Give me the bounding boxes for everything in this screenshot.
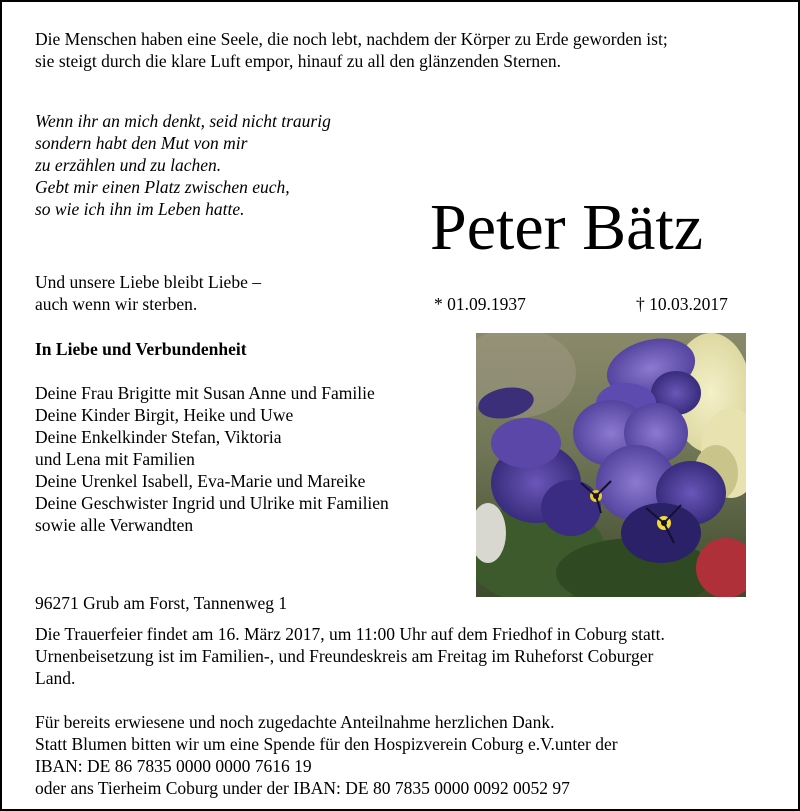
funeral-info bbox=[35, 623, 665, 689]
love-line: auch wenn wir sterben. bbox=[35, 294, 198, 314]
love-quote bbox=[35, 271, 261, 315]
thanks-and-donations bbox=[35, 711, 618, 799]
mourner-line: Deine Enkelkinder Stefan, Viktoria bbox=[35, 427, 282, 447]
funeral-line: Urnenbeisetzung ist im Familien-, und Freundeskreis am Freitag im Ruheforst Coburger bbox=[35, 646, 654, 666]
poem-line: zu erzählen und zu lachen. bbox=[35, 155, 222, 175]
mourner-line: Deine Frau Brigitte mit Susan Anne und Familie bbox=[35, 383, 375, 403]
mourners-heading: In Liebe und Verbundenheit bbox=[35, 339, 247, 359]
poem bbox=[35, 110, 331, 220]
funeral-line: Die Trauerfeier findet am 16. März 2017, um 11:00 Uhr auf dem Friedhof in Coburg statt. bbox=[35, 624, 665, 644]
poem-line: sondern habt den Mut von mir bbox=[35, 133, 248, 153]
mourners-list bbox=[35, 382, 389, 536]
mourner-line: Deine Urenkel Isabell, Eva-Marie und Mareike bbox=[35, 471, 366, 491]
poem-line: Gebt mir einen Platz zwischen euch, bbox=[35, 177, 290, 197]
death-date: † 10.03.2017 bbox=[636, 294, 728, 314]
funeral-line: Land. bbox=[35, 668, 76, 688]
mourner-line: sowie alle Verwandten bbox=[35, 515, 194, 535]
birth-date: * 01.09.1937 bbox=[434, 294, 526, 314]
iban-line: oder ans Tierheim Coburg under der IBAN: DE 80 7835 0000 0092 0052 97 bbox=[35, 778, 570, 798]
deceased-name: Peter Bätz bbox=[430, 191, 704, 264]
pansies-flowers-image bbox=[476, 333, 746, 597]
mourner-line: und Lena mit Familien bbox=[35, 449, 195, 469]
address: 96271 Grub am Forst, Tannenweg 1 bbox=[35, 593, 288, 613]
intro-line: sie steigt durch die klare Luft empor, hinauf zu all den glänzenden Sternen. bbox=[35, 51, 562, 71]
intro-line: Die Menschen haben eine Seele, die noch lebt, nachdem der Körper zu Erde geworden ist; bbox=[35, 29, 668, 49]
poem-line: so wie ich ihn im Leben hatte. bbox=[35, 199, 245, 219]
thanks-line: Für bereits erwiesene und noch zugedachte Anteilnahme herzlichen Dank. bbox=[35, 712, 555, 732]
thanks-line: Statt Blumen bitten wir um eine Spende für den Hospizverein Coburg e.V.unter der bbox=[35, 734, 618, 754]
iban-line: IBAN: DE 86 7835 0000 0000 7616 19 bbox=[35, 756, 312, 776]
love-line: Und unsere Liebe bleibt Liebe – bbox=[35, 272, 261, 292]
intro-quote bbox=[35, 28, 668, 72]
poem-line: Wenn ihr an mich denkt, seid nicht traurig bbox=[35, 111, 331, 131]
mourner-line: Deine Geschwister Ingrid und Ulrike mit Familien bbox=[35, 493, 389, 513]
mourner-line: Deine Kinder Birgit, Heike und Uwe bbox=[35, 405, 294, 425]
